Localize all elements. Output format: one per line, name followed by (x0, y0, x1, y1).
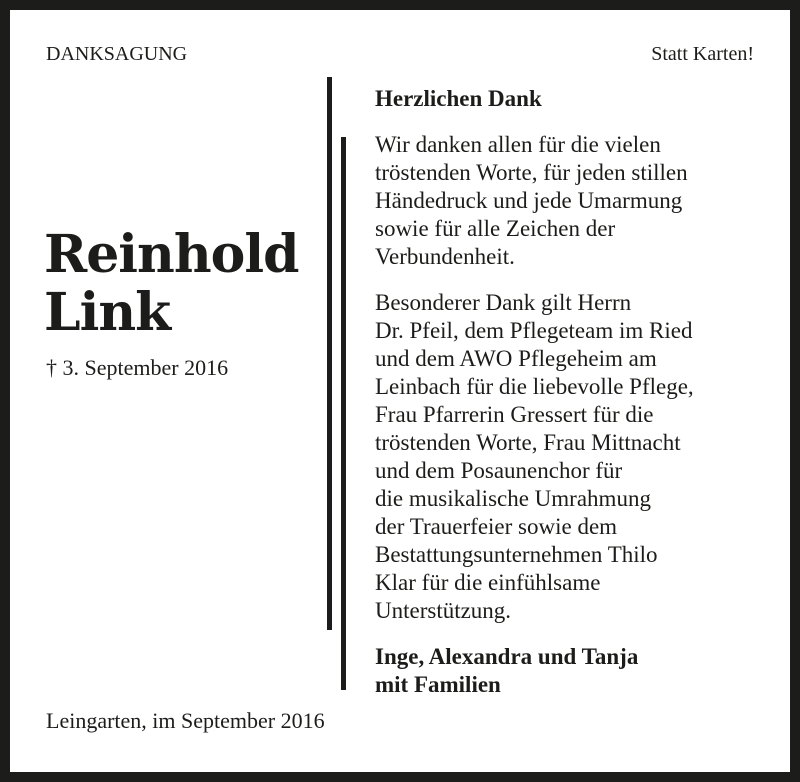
paragraph-2 (375, 289, 694, 625)
text-line: Unterstützung. (375, 598, 512, 623)
text-line: Verbundenheit. (375, 244, 515, 269)
text-line: Dr. Pfeil, dem Pflegeteam im Ried (375, 318, 693, 343)
text-line: Wir danken allen für die vielen (375, 132, 661, 157)
message (375, 85, 694, 717)
first-name: Reinhold (44, 224, 299, 285)
text-line: Frau Pfarrerin Gressert für die (375, 402, 654, 427)
signature (375, 643, 694, 699)
paragraph-1 (375, 131, 694, 271)
place-date: Leingarten, im September 2016 (46, 708, 325, 733)
text-line: tröstenden Worte, für jeden stillen (375, 160, 688, 185)
statt-karten: Statt Karten! (651, 43, 754, 65)
last-name: Link (44, 282, 171, 343)
death-date: † 3. September 2016 (46, 355, 229, 380)
text-line: tröstenden Worte, Frau Mittnacht (375, 430, 681, 455)
message-heading: Herzlichen Dank (375, 86, 542, 111)
text-line: Händedruck und jede Umarmung (375, 188, 683, 213)
text-line: Bestattungsunternehmen Thilo (375, 542, 658, 567)
signature-line: Inge, Alexandra und Tanja (375, 644, 639, 669)
text-line: Leinbach für die liebevolle Pflege, (375, 374, 694, 399)
notice-type: DANKSAGUNG (46, 43, 188, 65)
text-line: und dem AWO Pflegeheim am (375, 346, 657, 371)
text-line: Besonderer Dank gilt Herrn (375, 290, 632, 315)
text-line: die musikalische Umrahmung (375, 486, 651, 511)
text-line: Klar für die einfühlsame (375, 570, 601, 595)
text-line: sowie für alle Zeichen der (375, 216, 616, 241)
divider-bar-1 (327, 77, 332, 630)
signature-line: mit Familien (375, 672, 501, 697)
text-line: der Trauerfeier sowie dem (375, 514, 618, 539)
divider-bar-2 (341, 137, 346, 690)
text-line: und dem Posaunenchor für (375, 458, 623, 483)
